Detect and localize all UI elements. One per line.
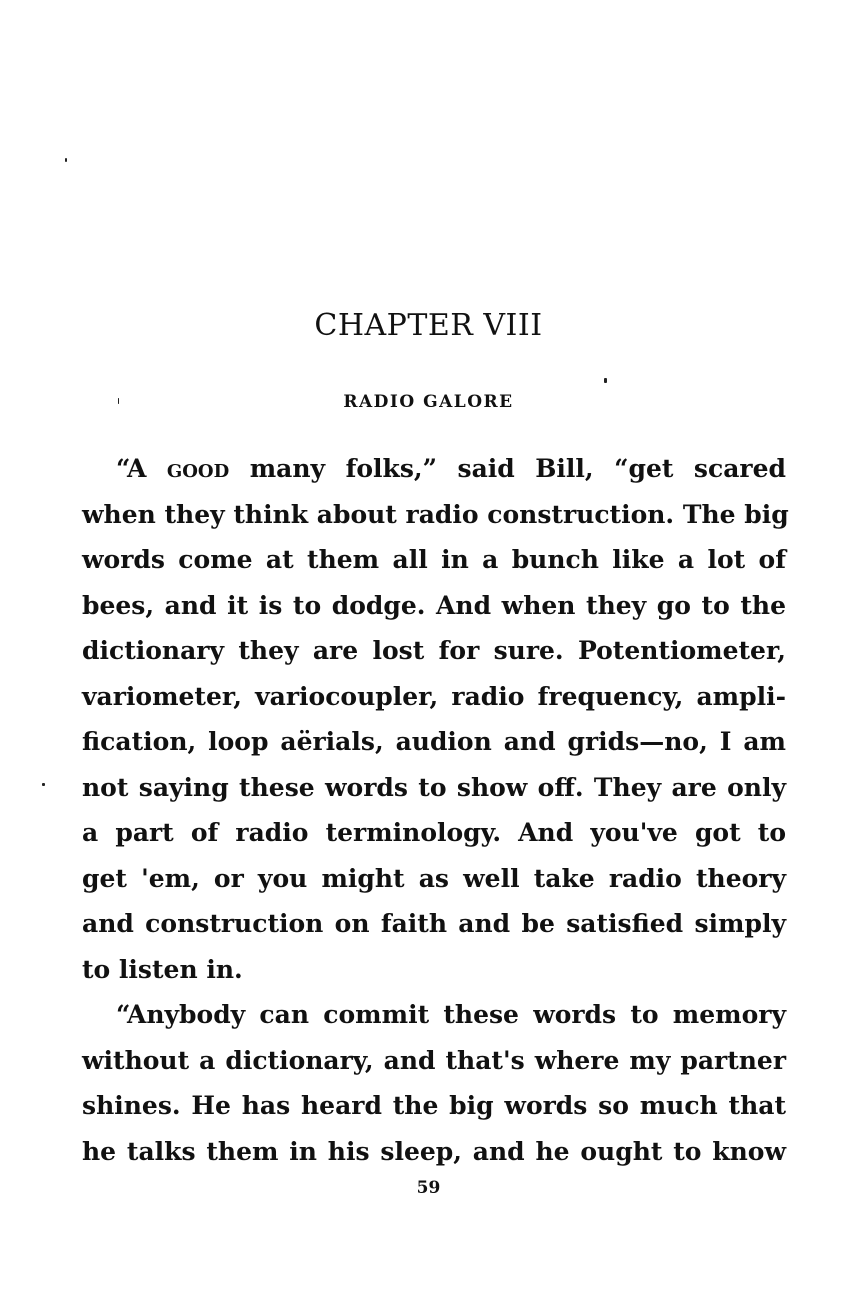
paragraph-line: when they think about radio construction. The big	[82, 499, 789, 529]
paragraph-line: without a dictionary, and that's where my partner	[82, 1045, 786, 1075]
paragraph-line: he talks them in his sleep, and he ought to know	[82, 1136, 786, 1166]
chapter-title: CHAPTER VIII	[314, 308, 543, 343]
paragraph-line: “Anybody can commit these words to memory	[116, 1000, 786, 1029]
paragraph-line: variometer, variocoupler, radio frequency, ampli-	[82, 681, 786, 711]
small-caps-word: good	[166, 454, 230, 483]
paragraph-line: not saying these words to show off. They are only	[82, 772, 786, 802]
paragraph-line: shines. He has heard the big words so much that	[82, 1091, 786, 1120]
body-text	[82, 446, 789, 1174]
page-speck	[65, 158, 67, 162]
paragraph-line: bees, and it is to dodge. And when they go to the	[82, 590, 786, 620]
paragraph-line	[82, 446, 786, 492]
paragraph-line: and construction on faith and be satisfied simply	[82, 909, 786, 938]
paragraph-line: words come at them all in a bunch like a lot of	[82, 545, 786, 574]
first-line-rest: many folks,” said Bill, “get scared	[229, 454, 786, 483]
paragraph-line: fication, loop aërials, audion and grids—no, I am	[82, 727, 786, 756]
paragraph-line: a part of radio terminology. And you've got to	[82, 818, 786, 847]
opening-words: “A	[116, 454, 167, 483]
page-number: 59	[416, 1178, 441, 1198]
page-speck	[604, 378, 607, 383]
page-speck	[42, 783, 45, 786]
paragraph-line: get 'em, or you might as well take radio theory	[82, 863, 786, 893]
chapter-subtitle: RADIO GALORE	[343, 392, 514, 412]
paragraph-line: to listen in.	[82, 954, 243, 984]
paragraph-line: dictionary they are lost for sure. Potentiometer,	[82, 636, 786, 665]
